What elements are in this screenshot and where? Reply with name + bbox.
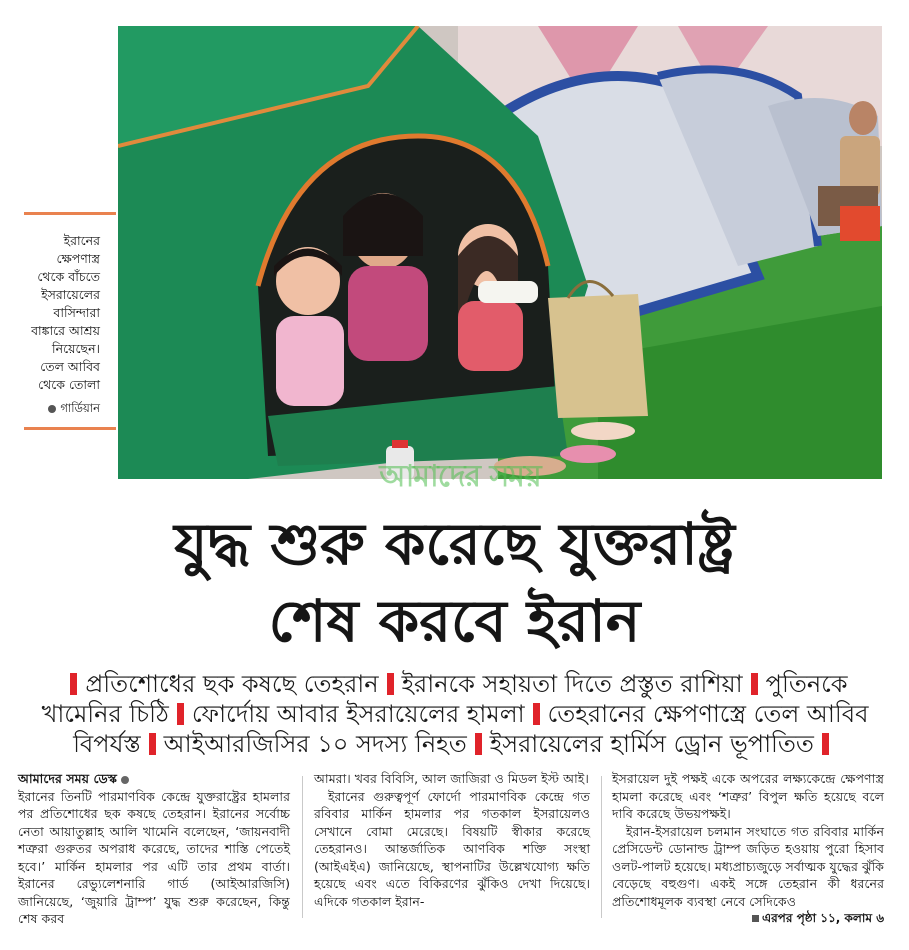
red-bar-icon	[387, 673, 394, 695]
caption-line: নিয়েছেন।	[52, 341, 100, 356]
article-column-3	[612, 770, 884, 928]
next-headline-cropped	[0, 934, 909, 950]
headline-line-1: যুদ্ধ শুরু করেছে যুক্তরাষ্ট্র	[174, 510, 735, 578]
caption-line: ক্ষেপণাস্ত্র	[56, 251, 100, 266]
subhead-item: ইরানকে সহায়তা দিতে প্রস্তুত রাশিয়া	[401, 670, 743, 698]
bullet-icon	[48, 405, 56, 413]
subhead-item: ফোর্দোয় আবার ইসরায়েলের হামলা	[191, 700, 525, 728]
caption-line: বাসিন্দারা	[53, 305, 100, 320]
caption-line: বাঙ্কারে আশ্রয়	[31, 323, 100, 338]
byline-text: আমাদের সময় ডেস্ক	[18, 771, 117, 786]
caption-line: তেল আবিব	[40, 359, 100, 374]
article-column-1	[18, 770, 290, 928]
subhead-item: খামেনির চিঠি	[41, 700, 169, 728]
red-bar-icon	[149, 733, 156, 755]
byline	[18, 770, 290, 788]
photo-caption	[22, 232, 100, 394]
subhead-item: প্রতিশোধের ছক কষছে তেহরান	[85, 670, 379, 698]
subhead-item: পুতিনকে	[765, 670, 848, 698]
caption-rule-top	[24, 212, 116, 215]
article-paragraph: ইরানের তিনটি পারমাণবিক কেন্দ্রে যুক্তরাষ্ট্রের হামলার পর প্রতিশোধের ছক কষছে তেহরান। ইরানের সর্বোচ্চ নেতা আয়াতুল্লাহ আলি খামেনি বলেছেন, ‘জায়নবাদী শত্রুরা গুরুতর অপরাধ করেছে, তাদের শাস্তি পেতেই হবে।’ মার্কিন হামলার পর এটি তার প্রথম বার্তা। ইরানের রেভ্যুলেশনারি গার্ড (আইআরজিসি) জানিয়েছে, ‘জুয়ারি ট্রাম্প’ যুদ্ধ শুরু করেছেন, কিন্তু শেষ করব	[18, 788, 290, 926]
subhead-item: বিপর্যস্ত	[73, 730, 141, 758]
article-paragraph: ইরানের গুরুত্বপূর্ণ ফোর্দো পারমাণবিক কেন্দ্রে গত রবিবার মার্কিন হামলার পর গতকাল ইসরায়েলও সেখানে বোমা মেরেছে। বিষয়টি স্বীকার করেছে তেহরানও। আন্তর্জাতিক আণবিক শক্তি সংস্থা (আইএইএ) জানিয়েছে, স্থাপনাটির উল্লেখযোগ্য ক্ষতি হয়েছে এবং এতে বিকিরণের ঝুঁকিও দেখা দিয়েছে। এদিকে গতকাল ইরান-	[314, 788, 590, 909]
tent-photo-illustration	[118, 26, 882, 479]
subhead-item: তেহরানের ক্ষেপণাস্ত্রে তেল আবিব	[547, 700, 869, 728]
headline-line-2: শেষ করবে ইরান	[268, 587, 641, 655]
column-divider	[601, 776, 602, 918]
continued-on[interactable]	[612, 910, 884, 928]
caption-line: ইসরায়েলের	[41, 287, 100, 302]
subhead-line-1	[30, 672, 880, 696]
subhead-item: আইআরজিসির ১০ সদস্য নিহত	[163, 730, 467, 758]
article-paragraph: ইসরায়েল দুই পক্ষই একে অপরের লক্ষ্যকেন্দ্রে ক্ষেপণাস্ত্র হামলা করেছে এবং ‘শত্রুর’ বিপুল ক্ষতি হয়েছে বলে দাবি করেছে উভয়পক্ষই।	[612, 771, 884, 821]
lead-photo	[118, 26, 882, 479]
caption-rule-bottom	[24, 427, 116, 430]
article-paragraph: ইরান-ইসরায়েল চলমান সংঘাতে গত রবিবার মার্কিন প্রেসিডেন্ট ডোনাল্ড ট্রাম্প জড়িত হওয়ায় পুরো হিসাব ওলট-পালট হয়েছে। মধ্যপ্রাচ্যজুড়ে সর্বাত্মক যুদ্ধের ঝুঁকি বেড়েছে বহুগুণ। একই সঙ্গে তেহরান কী ধরনের প্রতিশোধমূলক ব্যবস্থা নেবে সেদিকেও	[612, 823, 884, 909]
caption-line: ইরানের	[63, 233, 100, 248]
red-bar-icon	[177, 703, 184, 725]
column-divider	[302, 776, 303, 918]
subhead-line-2	[30, 702, 880, 726]
subhead-line-3	[30, 732, 880, 756]
article-column-2	[314, 770, 590, 910]
square-bullet-icon	[752, 915, 759, 922]
red-bar-icon	[70, 673, 77, 695]
publication-watermark: আমাদের সময়	[379, 459, 541, 494]
subhead-item: ইসরায়েলের হার্মিস ড্রোন ভূপাতিত	[489, 730, 814, 758]
red-bar-icon	[822, 733, 829, 755]
photo-credit	[22, 400, 100, 419]
article-paragraph: আমরা। খবর বিবিসি, আল জাজিরা ও মিডল ইস্ট আই।	[314, 771, 589, 786]
caption-line: থেকে বাঁচতে	[37, 269, 100, 284]
continued-text: এরপর পৃষ্ঠা ১১, কলাম ৬	[761, 911, 884, 925]
red-bar-icon	[475, 733, 482, 755]
red-bar-icon	[533, 703, 540, 725]
credit-text: গার্ডিয়ান	[60, 401, 100, 415]
caption-line: থেকে তোলা	[38, 377, 100, 392]
red-bar-icon	[751, 673, 758, 695]
bullet-icon	[121, 776, 129, 784]
